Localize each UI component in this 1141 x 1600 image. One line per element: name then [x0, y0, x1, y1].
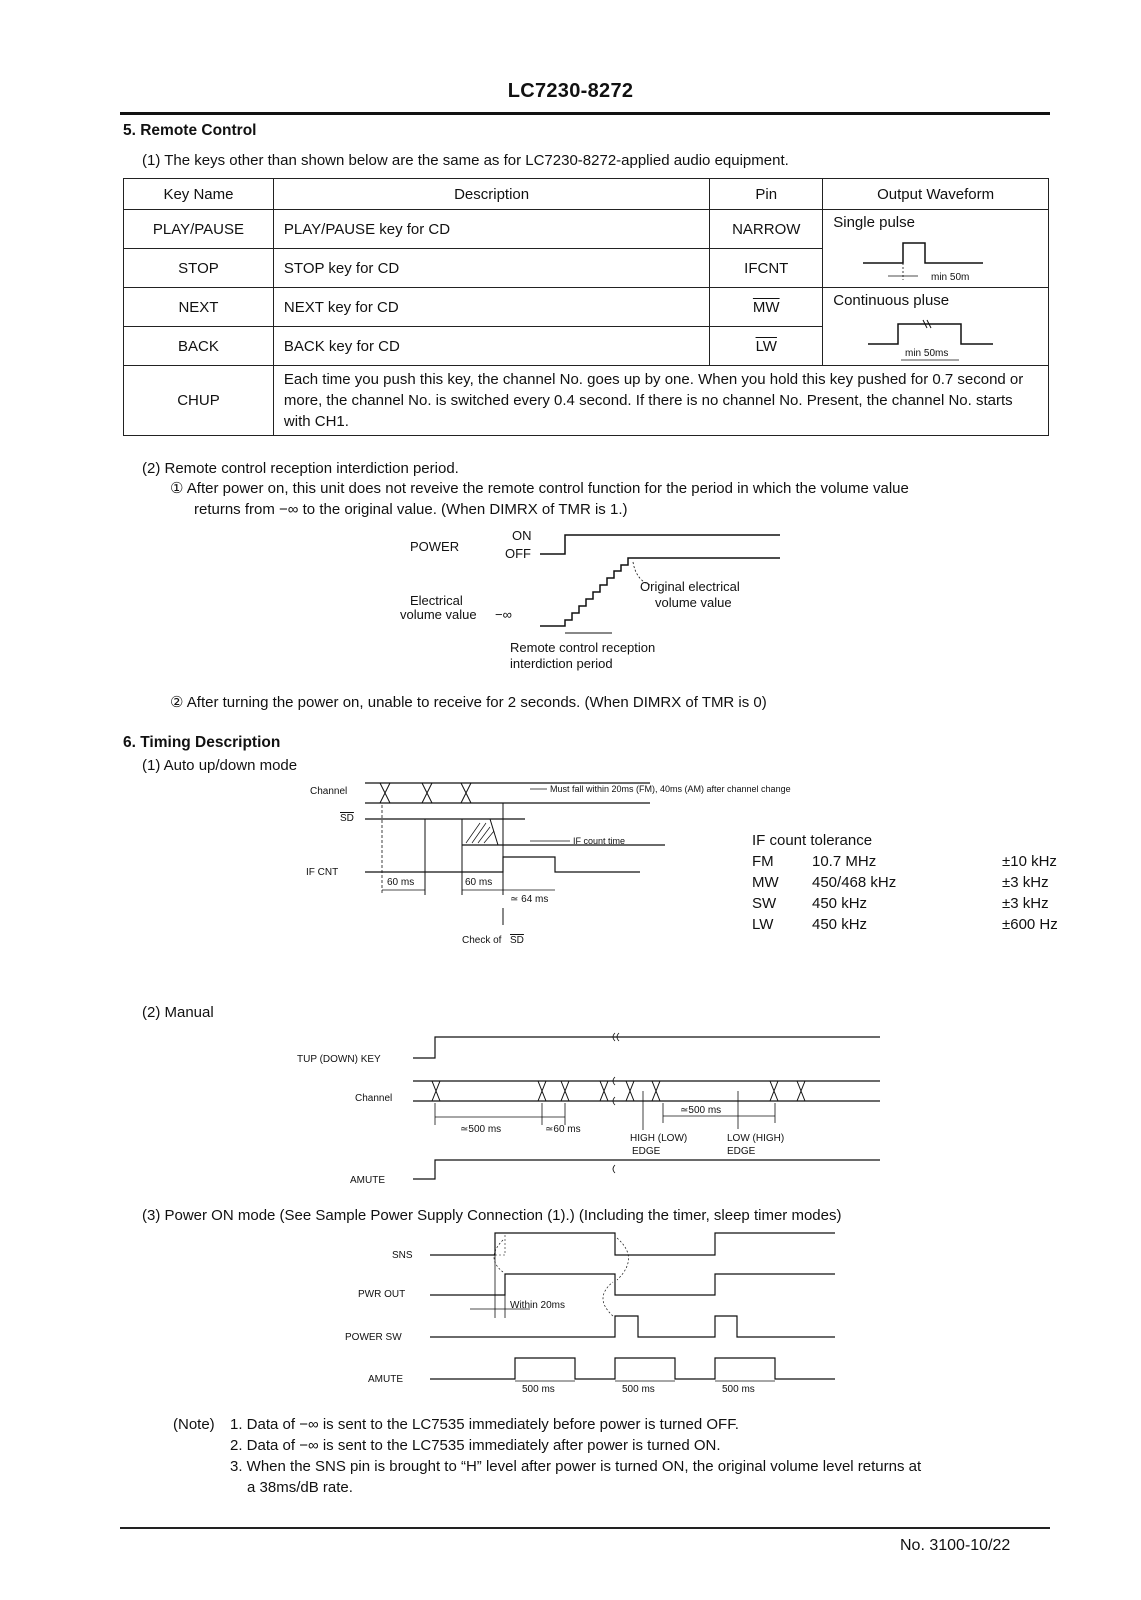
svg-text:Must fall within 20ms (FM), 40: Must fall within 20ms (FM), 40ms (AM) after channel change: [550, 784, 791, 794]
svg-text:≃500 ms: ≃500 ms: [460, 1124, 502, 1135]
column-header: Pin: [710, 179, 823, 210]
note-item: 2. Data of −∞ is sent to the LC7535 immediately after power is turned ON.: [230, 1437, 721, 1454]
svg-text:SD: SD: [340, 813, 354, 824]
interdiction-heading: (2) Remote control reception interdiction period.: [142, 460, 459, 477]
svg-text:Remote control reception: Remote control reception: [510, 640, 656, 655]
svg-text:SD: SD: [510, 935, 524, 946]
svg-text:Within 20ms: Within 20ms: [510, 1300, 566, 1311]
interdiction-diagram: [400, 525, 820, 675]
single-pulse-label: Single pulse: [833, 214, 915, 231]
svg-text:IF count time: IF count time: [573, 836, 626, 846]
document-title: LC7230-8272: [507, 80, 634, 102]
continuous-pulse-waveform: [833, 316, 1033, 376]
svg-text:LOW (HIGH): LOW (HIGH): [727, 1133, 785, 1144]
tolerance-title: IF count tolerance: [752, 832, 873, 849]
svg-text:500 ms: 500 ms: [622, 1384, 655, 1395]
svg-text:HIGH (LOW): HIGH (LOW): [630, 1133, 688, 1144]
svg-text:−∞: −∞: [495, 607, 512, 622]
header-rule: [120, 112, 1050, 115]
svg-text:SNS: SNS: [392, 1250, 413, 1261]
key-name-cell: NEXT: [124, 288, 274, 327]
svg-text:AMUTE: AMUTE: [350, 1175, 385, 1186]
svg-text:POWER SW: POWER SW: [345, 1332, 402, 1343]
table-row: [124, 288, 1049, 327]
svg-text:OFF: OFF: [505, 546, 531, 561]
svg-text:EDGE: EDGE: [727, 1146, 756, 1157]
description-cell: BACK key for CD: [273, 327, 709, 366]
power-on-heading: (3) Power ON mode (See Sample Power Supply Connection (1).) (Including the timer, sleep timer modes): [142, 1207, 842, 1224]
tolerance-row: FM 10.7 MHz ±10 kHz: [752, 853, 1057, 870]
svg-text:TUP (DOWN) KEY: TUP (DOWN) KEY: [297, 1054, 381, 1065]
svg-text:min 50ms: min 50ms: [905, 348, 949, 359]
column-header: Output Waveform: [823, 179, 1049, 210]
key-name-cell: PLAY/PAUSE: [124, 210, 274, 249]
description-cell: NEXT key for CD: [273, 288, 709, 327]
interdiction-item-1: ① After power on, this unit does not reveive the remote control function for the period in which the volume value: [170, 480, 909, 497]
svg-text:500 ms: 500 ms: [522, 1384, 555, 1395]
svg-text:Channel: Channel: [355, 1093, 393, 1104]
single-pulse-cell: [823, 210, 1049, 288]
key-name-cell: STOP: [124, 249, 274, 288]
manual-mode-heading: (2) Manual: [142, 1004, 214, 1021]
svg-text:interdiction period: interdiction period: [510, 656, 613, 671]
page-number: No. 3100-10/22: [900, 1537, 1011, 1554]
if-count-tolerance-table: [752, 830, 1058, 935]
table-header-row: [124, 179, 1049, 210]
svg-text:60 ms: 60 ms: [387, 877, 415, 888]
remote-key-table: [123, 178, 1049, 436]
column-header: Description: [273, 179, 709, 210]
tolerance-row: LW 450 kHz ±600 Hz: [752, 916, 1058, 933]
svg-text:≃500 ms: ≃500 ms: [680, 1105, 722, 1116]
table-row: [124, 366, 1049, 436]
section-5-intro: (1) The keys other than shown below are the same as for LC7230-8272-applied audio equipment.: [142, 152, 789, 169]
svg-text:≃ 64 ms: ≃ 64 ms: [510, 894, 549, 905]
footer-rule: [120, 1527, 1050, 1529]
svg-text:ON: ON: [512, 528, 532, 543]
svg-text:min 50m: min 50m: [931, 272, 970, 283]
svg-text:AMUTE: AMUTE: [368, 1374, 403, 1385]
continuous-pulse-cell: [823, 288, 1049, 366]
note-item: 1. Data of −∞ is sent to the LC7535 immediately before power is turned OFF.: [230, 1416, 739, 1433]
power-on-timing-diagram: [345, 1228, 845, 1398]
description-cell: STOP key for CD: [273, 249, 709, 288]
tolerance-row: SW 450 kHz ±3 kHz: [752, 895, 1049, 912]
pin-cell: $\overline{MW}$: [710, 288, 823, 327]
svg-text:POWER: POWER: [410, 539, 460, 554]
notes-prefix: (Note): [173, 1416, 215, 1433]
svg-text:EDGE: EDGE: [632, 1146, 661, 1157]
key-name-cell: CHUP: [124, 366, 274, 436]
table-row: [124, 210, 1049, 249]
column-header: Key Name: [124, 179, 274, 210]
note-item: 3. When the SNS pin is brought to “H” level after power is turned ON, the original volume level returns at: [230, 1458, 922, 1475]
svg-text:60 ms: 60 ms: [465, 877, 493, 888]
svg-text:IF CNT: IF CNT: [306, 867, 339, 878]
svg-text:volume value: volume value: [400, 607, 477, 622]
pin-cell: IFCNT: [710, 249, 823, 288]
section-5-heading: 5. Remote Control: [123, 122, 257, 139]
tolerance-row: MW 450/468 kHz ±3 kHz: [752, 874, 1049, 891]
continuous-pulse-label: Continuous pluse: [833, 292, 950, 309]
section-6-heading: 6. Timing Description: [123, 734, 281, 751]
pin-cell: NARROW: [710, 210, 823, 249]
svg-text:Check of: Check of: [462, 935, 502, 946]
svg-text:500 ms: 500 ms: [722, 1384, 755, 1395]
svg-text:Channel: Channel: [310, 786, 348, 797]
pin-cell: $\overline{LW}$: [710, 327, 823, 366]
svg-text:Electrical: Electrical: [410, 593, 463, 608]
auto-mode-heading: (1) Auto up/down mode: [142, 757, 298, 774]
svg-text:≃60 ms: ≃60 ms: [545, 1124, 581, 1135]
svg-text:PWR OUT: PWR OUT: [358, 1289, 406, 1300]
interdiction-item-1-cont: returns from −∞ to the original value. (When DIMRX of TMR is 1.): [194, 501, 628, 518]
key-name-cell: BACK: [124, 327, 274, 366]
interdiction-item-2: ② After turning the power on, unable to receive for 2 seconds. (When DIMRX of TMR is 0): [170, 694, 767, 711]
description-cell: Each time you push this key, the channel No. goes up by one. When you hold this key pushed for 0.7 second or more, the channel No. is switched every 0.4 second. If there is no channel No. Present, the channel No. starts with CH1.: [273, 366, 1048, 436]
svg-text:Original electrical: Original electrical: [640, 579, 740, 594]
note-item-cont: a 38ms/dB rate.: [247, 1479, 353, 1496]
description-cell: PLAY/PAUSE key for CD: [273, 210, 709, 249]
manual-mode-timing-diagram: [295, 1025, 895, 1200]
svg-text:volume value: volume value: [655, 595, 732, 610]
